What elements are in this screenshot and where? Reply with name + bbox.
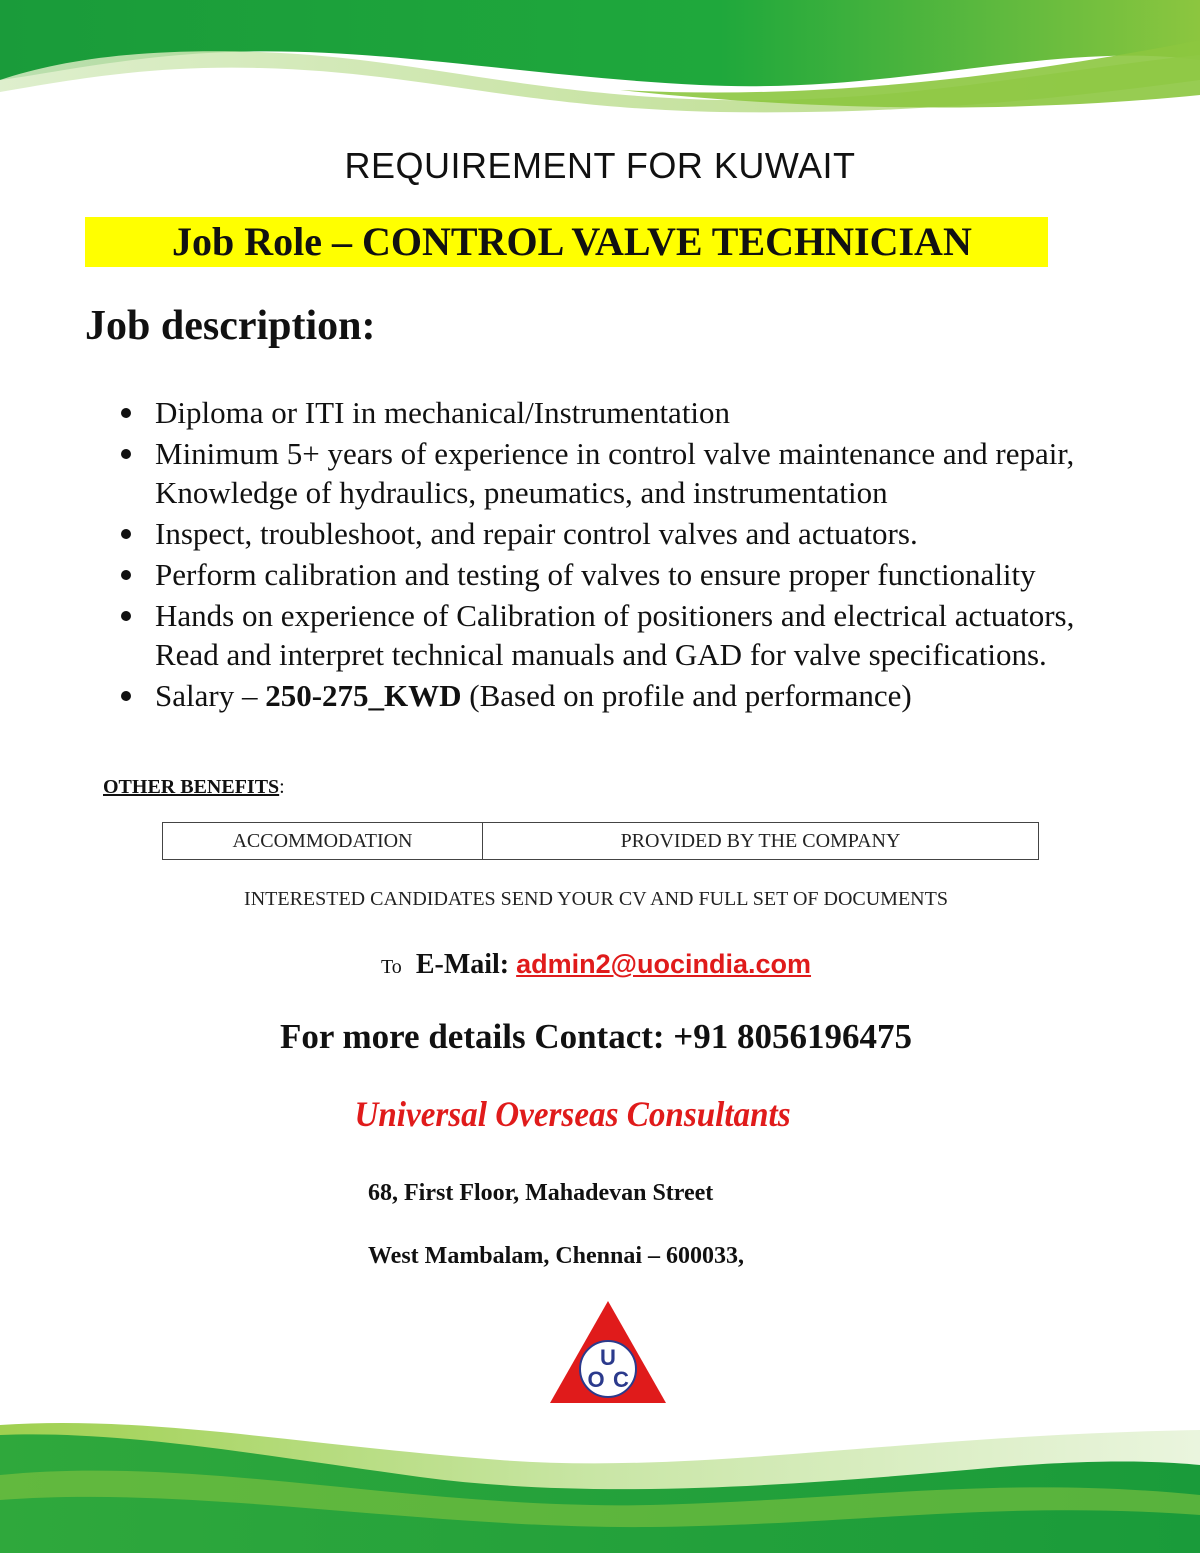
job-role-banner: Job Role – CONTROL VALVE TECHNICIAN [85,217,1048,267]
page-title: REQUIREMENT FOR KUWAIT [344,145,856,186]
email-link[interactable]: admin2@uocindia.com [516,949,812,979]
svg-text:O: O [587,1367,605,1392]
salary-item [155,676,1115,715]
bullet-icon [121,408,131,418]
address-line-1: 68, First Floor, Mahadevan Street [368,1180,714,1206]
salary-label: Salary – [155,678,266,713]
email-line [0,949,1192,981]
bullet-icon [121,449,131,459]
table-cell-value: PROVIDED BY THE COMPANY [620,829,901,852]
bottom-wave-decoration [0,1415,1200,1553]
list-item: Diploma or ITI in mechanical/Instrumentation [155,393,1115,432]
email-label: E-Mail: [415,949,517,980]
list-item: Minimum 5+ years of experience in control valve maintenance and repair, Knowledge of hydraulics, pneumatics, and instrumentation [155,434,1115,512]
uoc-logo-icon [546,1297,670,1409]
svg-text:U: U [600,1345,616,1370]
contact-line: For more details Contact: +91 8056196475 [279,1017,913,1056]
list-item: Inspect, troubleshoot, and repair control valves and actuators. [155,514,1115,553]
company-name: Universal Overseas Consultants [354,1094,791,1134]
address-line-2: West Mambalam, Chennai – 600033, [368,1243,745,1269]
other-benefits-heading: OTHER BENEFITS: [103,776,285,798]
list-item: Hands on experience of Calibration of positioners and electrical actuators, Read and interpret technical manuals and GAD for valve specifications. [155,596,1115,674]
job-description-heading: Job description: [85,303,376,349]
svg-text:C: C [613,1367,629,1392]
bullet-icon [121,529,131,539]
benefits-table [162,822,1039,860]
list-item: Perform calibration and testing of valves to ensure proper functionality [155,555,1115,594]
table-cell-item: ACCOMMODATION [163,823,483,859]
apply-instructions: INTERESTED CANDIDATES SEND YOUR CV AND FULL SET OF DOCUMENTS [244,888,948,910]
salary-amount: 250-275_KWD [265,678,462,713]
bullet-icon [121,611,131,621]
bullet-icon [121,691,131,701]
to-label: To [380,956,402,978]
top-wave-decoration [0,0,1200,120]
salary-note: (Based on profile and performance) [461,678,912,713]
job-description-list [155,393,1115,717]
bullet-icon [121,570,131,580]
